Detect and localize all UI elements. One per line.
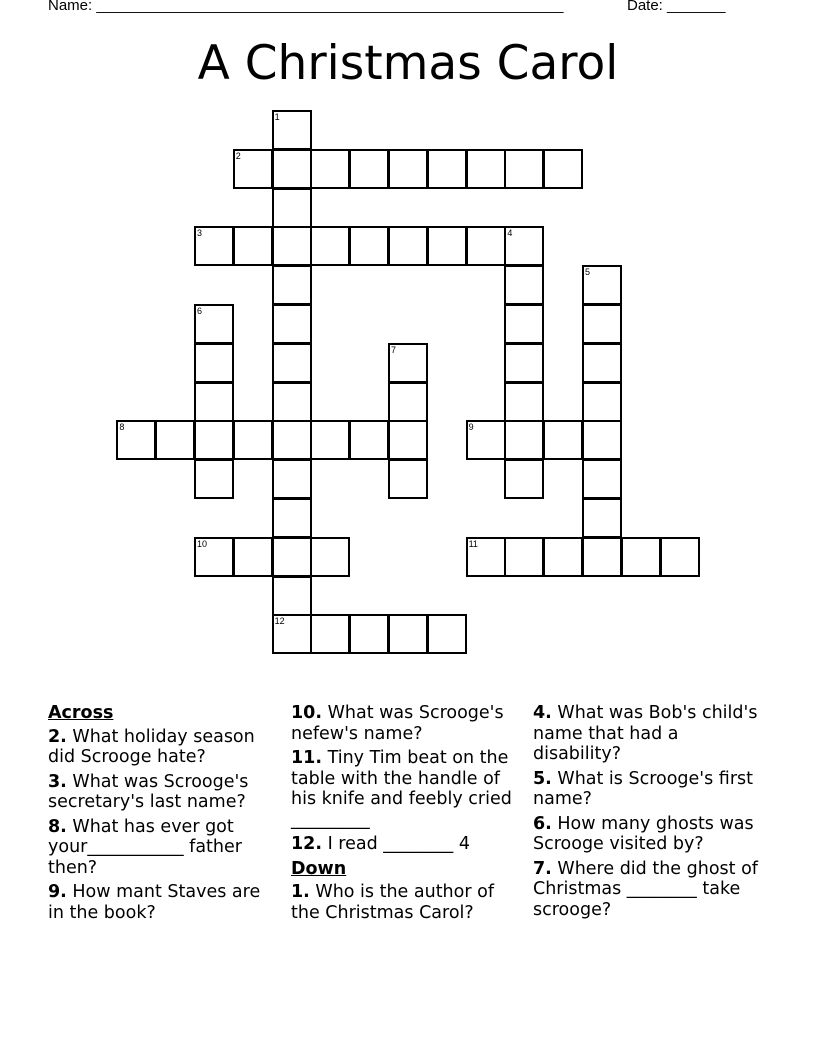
grid-cell[interactable] [388,382,428,422]
grid-cell[interactable] [349,614,389,654]
name-line: Name: ________________________________________________________ [48,0,564,14]
grid-cell[interactable] [155,420,195,460]
clue-down-5: 5. What is Scrooge's first name? [533,768,753,809]
grid-cell[interactable] [504,537,544,577]
down-heading: Down [291,858,347,879]
cell-number: 3 [197,228,203,239]
grid-cell[interactable] [272,420,312,460]
cell-number: 4 [507,228,513,239]
grid-cell[interactable] [582,420,622,460]
grid-cell[interactable] [543,149,583,189]
grid-cell[interactable] [233,420,273,460]
clue-across-10: 10. What was Scrooge's nefew's name? [291,703,504,744]
grid-cell[interactable] [504,304,544,344]
cell-number: 8 [119,422,125,433]
grid-cell[interactable] [272,265,312,305]
grid-cell[interactable] [349,149,389,189]
grid-cell[interactable] [582,498,622,538]
grid-cell[interactable] [582,304,622,344]
grid-cell[interactable] [388,149,428,189]
clue-down-7: 7. Where did the ghost of Christmas ________ take scrooge? [533,858,758,920]
grid-cell[interactable] [194,537,234,577]
grid-cell[interactable] [582,459,622,499]
grid-cell[interactable] [272,614,312,654]
grid-cell[interactable] [233,149,273,189]
grid-cell[interactable] [272,149,312,189]
grid-cell[interactable] [310,420,350,460]
grid-cell[interactable] [388,459,428,499]
grid-cell[interactable] [582,382,622,422]
grid-cell[interactable] [272,343,312,383]
grid-cell[interactable] [504,420,544,460]
clue-across-3: 3. What was Scrooge's secretary's last name? [48,771,249,812]
grid-cell[interactable] [543,420,583,460]
grid-cell[interactable] [272,382,312,422]
grid-cell[interactable] [272,304,312,344]
clues-column-1 [48,703,268,927]
grid-cell[interactable] [582,537,622,577]
grid-cell[interactable] [272,459,312,499]
date-line: Date: _______ [627,0,726,14]
grid-cell[interactable] [272,188,312,228]
cell-number: 11 [468,538,478,549]
grid-cell[interactable] [194,382,234,422]
clue-across-12: 12. I read ________ 4 [291,834,470,854]
grid-cell[interactable] [543,537,583,577]
grid-cell[interactable] [194,420,234,460]
grid-cell[interactable] [504,343,544,383]
grid-cell[interactable] [194,343,234,383]
cell-number: 7 [391,344,397,355]
grid-cell[interactable] [466,537,506,577]
clue-down-4: 4. What was Bob's child's name that had a disability? [533,703,758,764]
grid-cell[interactable] [504,382,544,422]
grid-cell[interactable] [388,420,428,460]
grid-cell[interactable] [194,459,234,499]
grid-cell[interactable] [504,459,544,499]
clues-column-3 [533,703,763,924]
cell-number: 2 [235,150,241,161]
grid-cell[interactable] [116,420,156,460]
grid-cell[interactable] [427,614,467,654]
grid-cell[interactable] [388,343,428,383]
grid-cell[interactable] [233,226,273,266]
cell-number: 9 [468,422,474,433]
grid-cell[interactable] [233,537,273,577]
cell-number: 10 [197,538,208,549]
clue-across-2: 2. What holiday season did Scrooge hate? [48,726,255,767]
grid-cell[interactable] [466,149,506,189]
grid-cell[interactable] [272,110,312,150]
cell-number: 5 [585,267,591,278]
grid-cell[interactable] [272,537,312,577]
across-heading: Across [48,703,114,723]
clues-column-2 [291,703,516,927]
grid-cell[interactable] [310,537,350,577]
cell-number: 1 [274,112,280,122]
grid-cell[interactable] [310,614,350,654]
grid-cell[interactable] [272,226,312,266]
clue-across-11: 11. Tiny Tim beat on the table with the handle of his knife and feebly cried _________ [291,748,512,830]
grid-cell[interactable] [310,149,350,189]
grid-cell[interactable] [504,149,544,189]
grid-cell[interactable] [621,537,661,577]
clue-across-9: 9. How mant Staves are in the book? [48,882,261,923]
grid-cell[interactable] [349,226,389,266]
grid-cell[interactable] [582,265,622,305]
grid-cell[interactable] [272,576,312,616]
cell-number: 12 [274,616,285,627]
grid-cell[interactable] [349,420,389,460]
grid-cell[interactable] [504,226,544,266]
grid-cell[interactable] [194,226,234,266]
grid-cell[interactable] [310,226,350,266]
grid-cell[interactable] [427,226,467,266]
clue-down-6: 6. How many ghosts was Scrooge visited by? [533,813,754,854]
grid-cell[interactable] [466,420,506,460]
grid-cell[interactable] [272,498,312,538]
cell-number: 6 [197,306,203,316]
grid-cell[interactable] [194,304,234,344]
page-title: A Christmas Carol [197,36,619,91]
grid-cell[interactable] [660,537,700,577]
grid-cell[interactable] [504,265,544,305]
clue-down-1: 1. Who is the author of the Christmas Carol? [291,882,494,923]
grid-cell[interactable] [427,149,467,189]
grid-cell[interactable] [388,614,428,654]
grid-cell[interactable] [582,343,622,383]
clue-across-8: 8. What has ever got your___________ father then? [48,816,242,878]
grid-cell[interactable] [466,226,506,266]
grid-cell[interactable] [388,226,428,266]
